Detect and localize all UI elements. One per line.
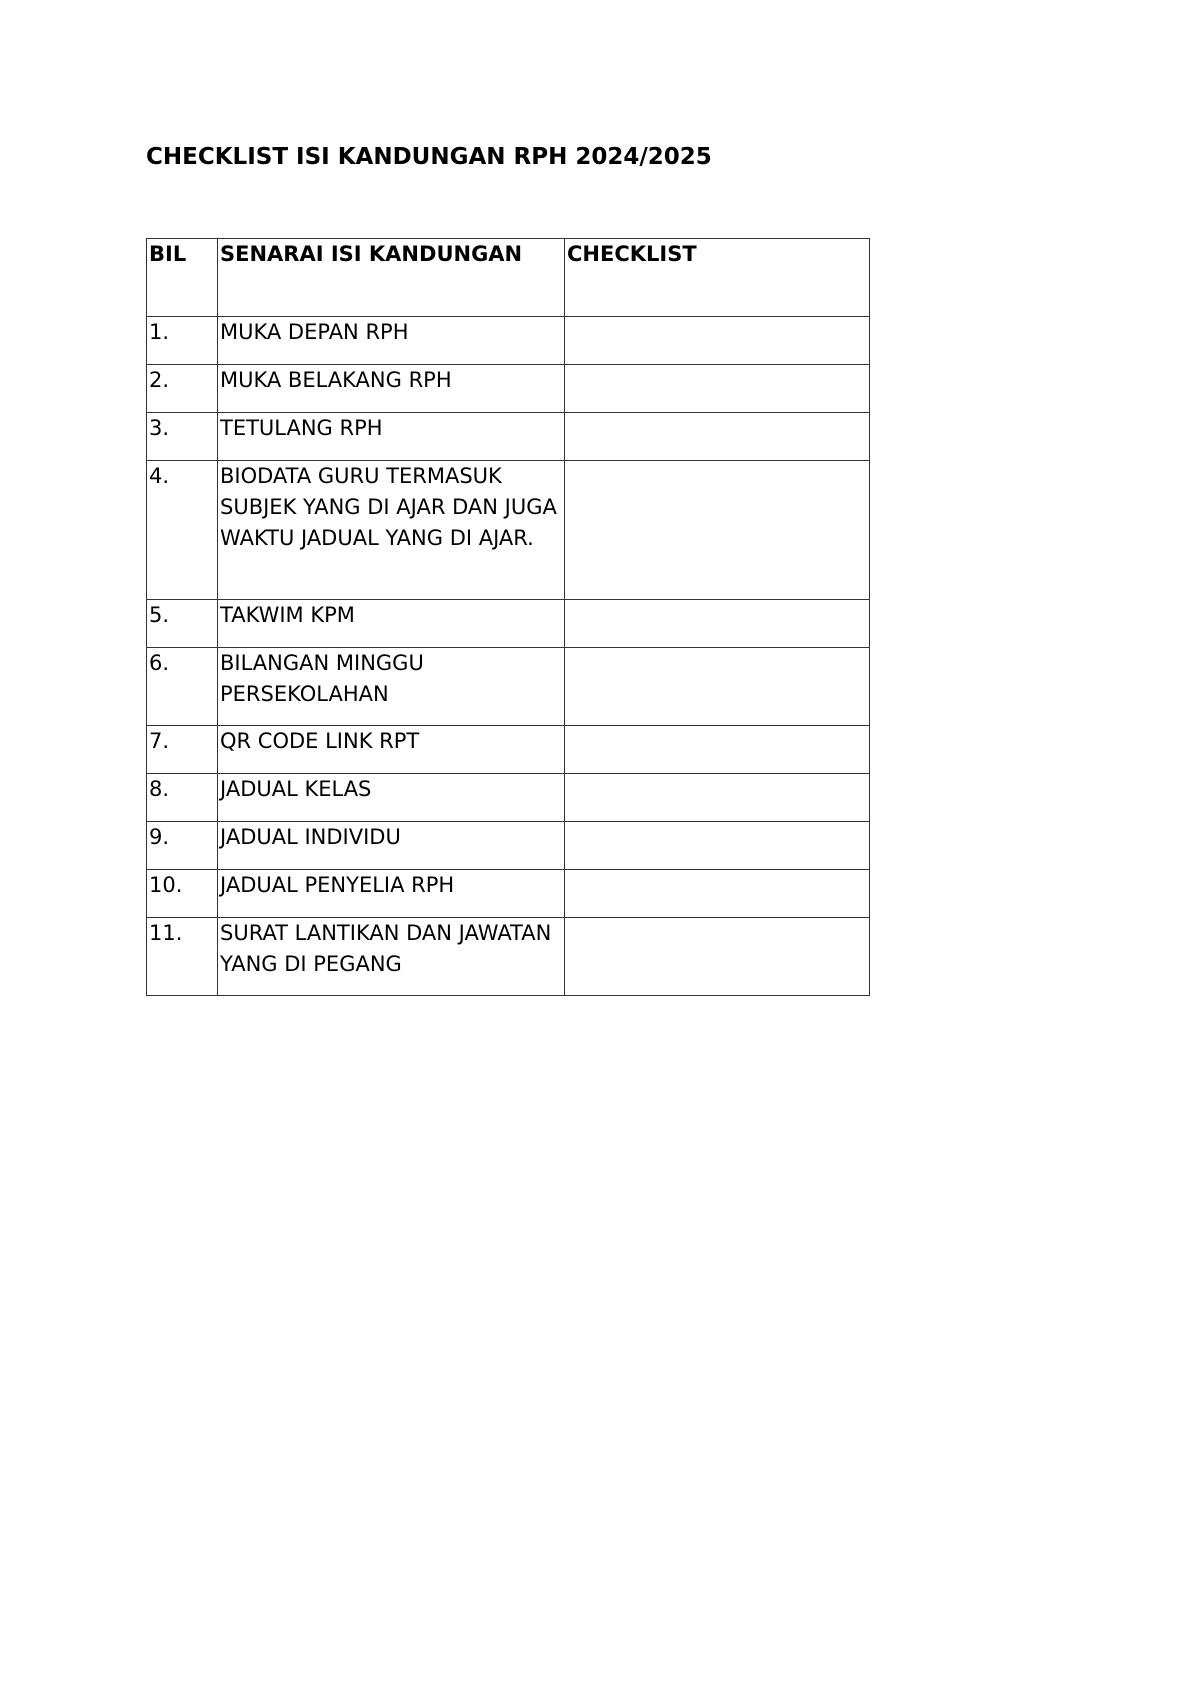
- table-row: [147, 413, 870, 461]
- row-bil: 10.: [147, 870, 218, 918]
- row-checklist-cell[interactable]: [565, 726, 870, 774]
- row-item: MUKA BELAKANG RPH: [218, 365, 565, 413]
- table-row: [147, 774, 870, 822]
- header-item: SENARAI ISI KANDUNGAN: [218, 239, 565, 317]
- row-item: QR CODE LINK RPT: [218, 726, 565, 774]
- row-item: JADUAL KELAS: [218, 774, 565, 822]
- row-bil: 11.: [147, 918, 218, 996]
- row-item: JADUAL INDIVIDU: [218, 822, 565, 870]
- table-row: [147, 600, 870, 648]
- row-checklist-cell[interactable]: [565, 413, 870, 461]
- row-bil: 9.: [147, 822, 218, 870]
- row-checklist-cell[interactable]: [565, 918, 870, 996]
- row-checklist-cell[interactable]: [565, 461, 870, 600]
- table-row: [147, 726, 870, 774]
- table-row: [147, 870, 870, 918]
- row-checklist-cell[interactable]: [565, 317, 870, 365]
- row-item: TETULANG RPH: [218, 413, 565, 461]
- checklist-table: [146, 238, 870, 996]
- table-row: [147, 822, 870, 870]
- row-checklist-cell[interactable]: [565, 648, 870, 726]
- row-checklist-cell[interactable]: [565, 774, 870, 822]
- row-bil: 4.: [147, 461, 218, 600]
- header-bil: BIL: [147, 239, 218, 317]
- row-item: BIODATA GURU TERMASUK SUBJEK YANG DI AJAR DAN JUGA WAKTU JADUAL YANG DI AJAR.: [218, 461, 565, 600]
- table-header-row: [147, 239, 870, 317]
- row-bil: 8.: [147, 774, 218, 822]
- row-bil: 2.: [147, 365, 218, 413]
- row-checklist-cell[interactable]: [565, 870, 870, 918]
- header-checklist: CHECKLIST: [565, 239, 870, 317]
- row-checklist-cell[interactable]: [565, 600, 870, 648]
- row-bil: 7.: [147, 726, 218, 774]
- table-row: [147, 365, 870, 413]
- page-title: CHECKLIST ISI KANDUNGAN RPH 2024/2025: [146, 144, 712, 170]
- row-checklist-cell[interactable]: [565, 365, 870, 413]
- row-item: SURAT LANTIKAN DAN JAWATAN YANG DI PEGANG: [218, 918, 565, 996]
- table-row: [147, 918, 870, 996]
- row-item: BILANGAN MINGGU PERSEKOLAHAN: [218, 648, 565, 726]
- row-bil: 5.: [147, 600, 218, 648]
- row-item: MUKA DEPAN RPH: [218, 317, 565, 365]
- table-row: [147, 317, 870, 365]
- table-row: [147, 461, 870, 600]
- row-bil: 3.: [147, 413, 218, 461]
- row-item: TAKWIM KPM: [218, 600, 565, 648]
- table-row: [147, 648, 870, 726]
- row-bil: 1.: [147, 317, 218, 365]
- row-checklist-cell[interactable]: [565, 822, 870, 870]
- row-item: JADUAL PENYELIA RPH: [218, 870, 565, 918]
- row-bil: 6.: [147, 648, 218, 726]
